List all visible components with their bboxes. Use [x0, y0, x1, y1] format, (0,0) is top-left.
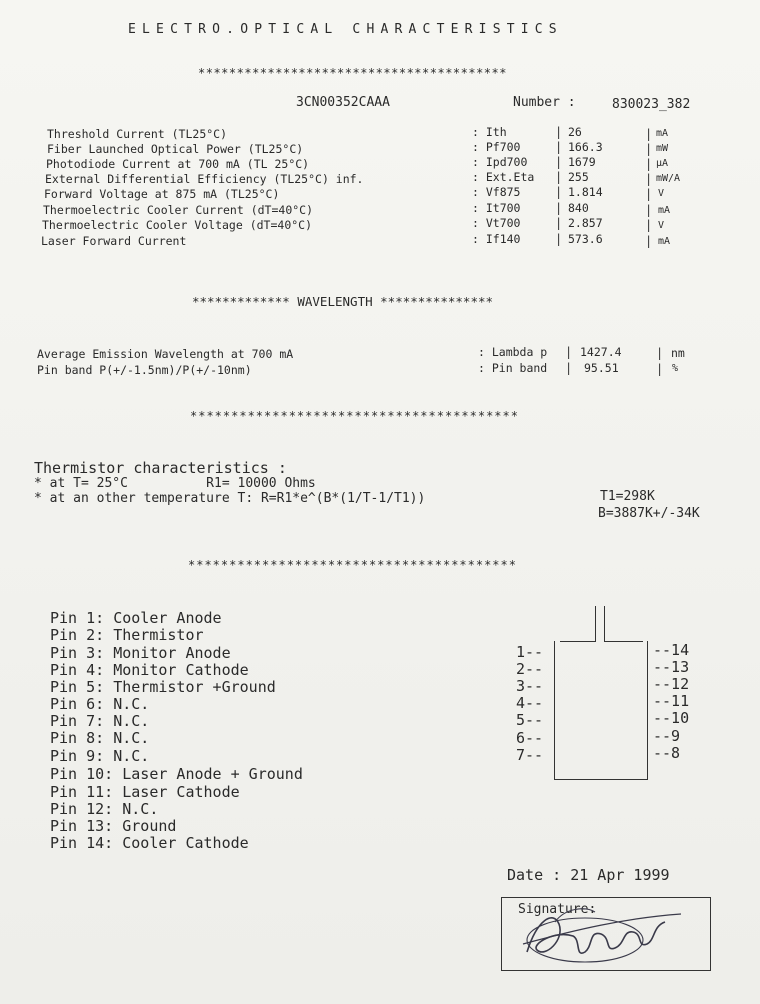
char-unit: mA	[656, 128, 669, 139]
char-symbol: : Ipd700	[472, 155, 528, 169]
pin-label-left: 6--	[516, 729, 544, 747]
pin-label-right: --9	[653, 727, 681, 745]
pin-item: Pin 14: Cooler Cathode	[50, 834, 249, 852]
char-name: External Differential Efficiency (TL25°C) inf.	[45, 172, 364, 186]
char-value: 1.814	[568, 185, 603, 199]
column-divider: |	[555, 201, 563, 215]
char-value: 166.3	[568, 140, 603, 154]
char-value: 26	[568, 125, 582, 139]
pin-item: Pin 12: N.C.	[50, 800, 159, 818]
pin-item: Pin 9: N.C.	[50, 747, 150, 765]
char-unit: mA	[658, 236, 671, 247]
column-divider: |	[555, 216, 563, 230]
column-divider: |	[645, 127, 653, 141]
column-divider: |	[645, 142, 653, 156]
wavelength-header: ************* WAVELENGTH ***************	[192, 294, 494, 309]
char-value: 1679	[568, 155, 596, 169]
column-divider: |	[656, 346, 664, 360]
pin-item: Pin 1: Cooler Anode	[50, 609, 222, 627]
wavelength-name: Average Emission Wavelength at 700 mA	[37, 347, 294, 361]
char-name: Photodiode Current at 700 mA (TL 25°C)	[46, 157, 310, 171]
date-line: Date : 21 Apr 1999	[507, 866, 670, 884]
char-symbol: : Vf875	[472, 185, 521, 199]
pin-item: Pin 2: Thermistor	[50, 626, 204, 644]
wavelength-name: Pin band P(+/-1.5nm)/P(+/-10nm)	[37, 363, 252, 377]
wavelength-unit: %	[672, 363, 679, 374]
char-value: 255	[568, 170, 589, 184]
char-symbol: : If140	[472, 232, 521, 246]
char-value: 2.857	[568, 216, 603, 230]
pin-item: Pin 5: Thermistor +Ground	[50, 678, 276, 696]
column-divider: |	[565, 361, 573, 375]
pin-label-right: --10	[653, 709, 690, 727]
char-name: Fiber Launched Optical Power (TL25°C)	[47, 142, 304, 156]
thermistor-line-2: * at an other temperature T: R=R1*e^(B*(1/T-1/T1))	[34, 491, 426, 506]
char-symbol: : Vt700	[472, 216, 521, 230]
fiber-lead	[604, 606, 605, 642]
char-unit: mW/A	[656, 173, 681, 184]
pin-label-left: 4--	[516, 694, 544, 712]
char-unit: µA	[656, 158, 669, 169]
column-divider: |	[645, 203, 653, 217]
char-unit: V	[658, 188, 665, 199]
char-unit: V	[658, 220, 665, 231]
pin-label-left: 7--	[516, 746, 544, 764]
thermistor-title: Thermistor characteristics :	[34, 459, 287, 477]
pin-label-left: 1--	[516, 643, 544, 661]
char-symbol: : Pf700	[472, 140, 521, 154]
signature-label: Signature:	[518, 902, 597, 917]
pin-label-right: --11	[653, 692, 690, 710]
pin-label-left: 5--	[516, 711, 544, 729]
part-number: 3CN00352CAAA	[296, 95, 390, 110]
pin-label-right: --12	[653, 675, 690, 693]
pin-label-right: --13	[653, 658, 690, 676]
pin-label-left: 3--	[516, 677, 544, 695]
column-divider: |	[555, 155, 563, 169]
wavelength-symbol: : Lambda p	[478, 345, 548, 359]
column-divider: |	[565, 345, 573, 359]
column-divider: |	[645, 187, 653, 201]
column-divider: |	[555, 125, 563, 139]
wavelength-unit: nm	[671, 346, 685, 360]
column-divider: |	[645, 172, 653, 186]
char-unit: mA	[658, 205, 671, 216]
package-body	[554, 641, 648, 780]
pin-item: Pin 8: N.C.	[50, 729, 150, 747]
pin-item: Pin 6: N.C.	[50, 695, 150, 713]
column-divider: |	[645, 234, 653, 248]
char-name: Forward Voltage at 875 mA (TL25°C)	[44, 187, 280, 201]
pin-label-right: --8	[653, 744, 681, 762]
pin-item: Pin 13: Ground	[50, 817, 177, 835]
thermistor-line-1: * at T= 25°C R1= 10000 Ohms	[34, 476, 316, 491]
char-symbol: : It700	[472, 201, 521, 215]
separator-stars: ****************************************	[188, 558, 517, 572]
column-divider: |	[656, 362, 664, 376]
number-label: Number :	[513, 95, 576, 110]
wavelength-symbol: : Pin band	[478, 361, 548, 375]
column-divider: |	[555, 185, 563, 199]
thermistor-b: B=3887K+/-34K	[598, 506, 700, 521]
char-name: Laser Forward Current	[41, 234, 187, 248]
fiber-lead	[595, 606, 596, 642]
pin-item: Pin 11: Laser Cathode	[50, 783, 240, 801]
pin-item: Pin 7: N.C.	[50, 712, 150, 730]
pin-item: Pin 4: Monitor Cathode	[50, 661, 249, 679]
handwritten-signature	[515, 900, 685, 970]
char-value: 840	[568, 201, 589, 215]
pin-label-left: 2--	[516, 660, 544, 678]
column-divider: |	[645, 218, 653, 232]
thermistor-t1: T1=298K	[600, 489, 655, 504]
pin-label-right: --14	[653, 641, 690, 659]
char-value: 573.6	[568, 232, 603, 246]
separator-stars: ****************************************	[190, 409, 519, 423]
char-symbol: : Ext.Eta	[472, 170, 535, 184]
column-divider: |	[555, 140, 563, 154]
char-unit: mW	[656, 143, 669, 154]
document-title: ELECTRO.OPTICAL CHARACTERISTICS	[128, 22, 563, 37]
char-name: Threshold Current (TL25°C)	[47, 127, 228, 141]
wavelength-value: 1427.4	[580, 345, 622, 359]
char-name: Thermoelectric Cooler Voltage (dT=40°C)	[42, 218, 313, 232]
separator-stars: ****************************************	[198, 66, 507, 80]
number-value: 830023_382	[612, 97, 691, 112]
wavelength-value: 95.51	[584, 361, 619, 375]
column-divider: |	[645, 157, 653, 171]
char-name: Thermoelectric Cooler Current (dT=40°C)	[43, 203, 314, 217]
column-divider: |	[555, 232, 563, 246]
pin-item: Pin 3: Monitor Anode	[50, 644, 231, 662]
column-divider: |	[555, 170, 563, 184]
pin-item: Pin 10: Laser Anode + Ground	[50, 765, 303, 783]
char-symbol: : Ith	[472, 125, 507, 139]
